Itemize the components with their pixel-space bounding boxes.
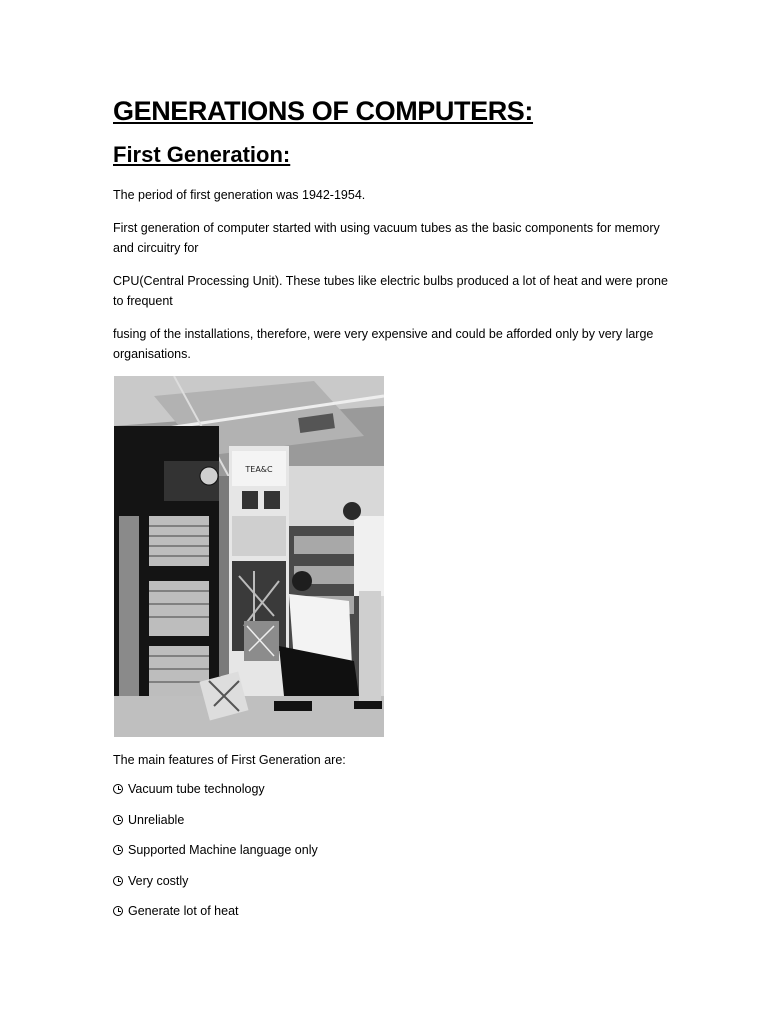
- features-list: [113, 779, 318, 932]
- list-item: [113, 810, 318, 830]
- list-item: [113, 779, 318, 799]
- section-heading: First Generation:: [113, 142, 291, 167]
- clock-icon: [113, 845, 123, 855]
- feature-label: Generate lot of heat: [128, 904, 239, 918]
- clock-icon: [113, 784, 123, 794]
- feature-label: Unreliable: [128, 812, 185, 827]
- photo-sign-text: TEA&C: [245, 465, 273, 474]
- first-generation-computer-photo: [114, 376, 384, 737]
- list-item: [113, 871, 318, 891]
- clock-icon: [113, 906, 123, 916]
- paragraph-fusing: fusing of the installations, therefore, were very expensive and could be afforded only by very large organisations.: [113, 327, 654, 361]
- feature-label: Vacuum tube technology: [128, 782, 265, 796]
- features-heading: The main features of First Generation are:: [113, 753, 346, 767]
- clock-icon: [113, 815, 123, 825]
- feature-label: Supported Machine language only: [128, 843, 318, 857]
- list-item: [113, 901, 318, 921]
- document-title: GENERATIONS OF COMPUTERS:: [113, 96, 534, 126]
- feature-label: Very costly: [128, 873, 189, 888]
- clock-icon: [113, 876, 123, 886]
- paragraph-cpu: CPU(Central Processing Unit). These tubes like electric bulbs produced a lot of heat and were prone to frequent: [113, 274, 668, 308]
- paragraph-period: The period of first generation was 1942-1954.: [113, 188, 366, 202]
- list-item: [113, 840, 318, 860]
- paragraph-vacuum-tubes: First generation of computer started with using vacuum tubes as the basic components for memory and circuitry for: [113, 221, 660, 255]
